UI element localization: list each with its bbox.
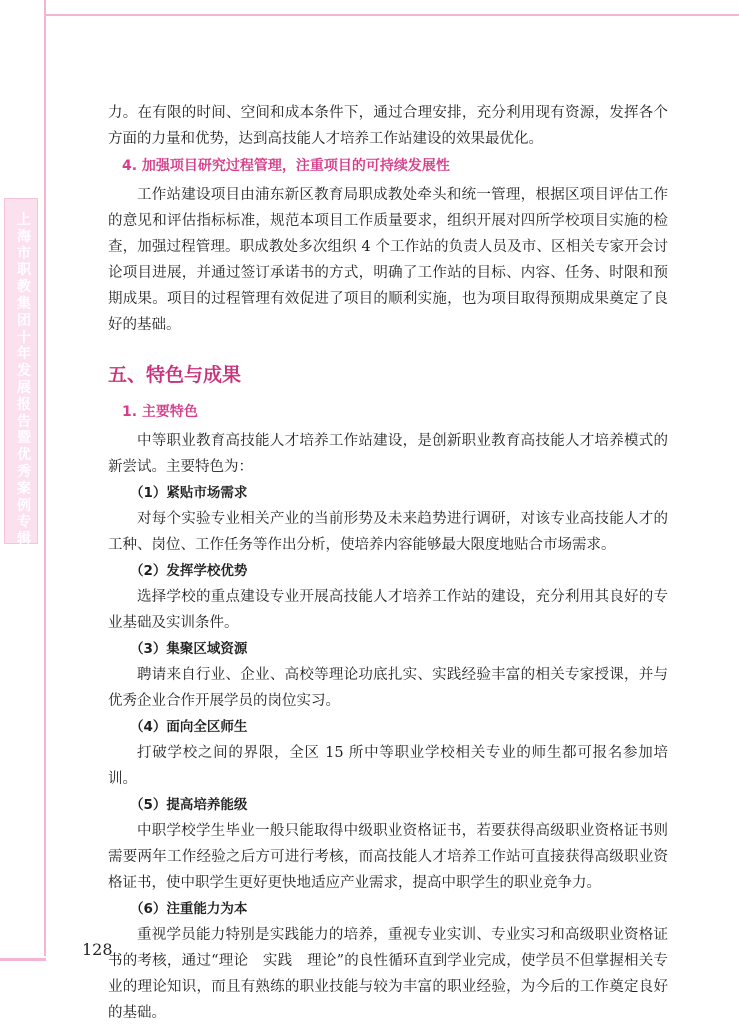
page-content <box>108 100 668 1026</box>
feature-text-1: 对每个实验专业相关产业的当前形势及未来趋势进行调研，对该专业高技能人才的工种、岗位、工作任务等作出分析，使培养内容能够最大限度地贴合市场需求。 <box>108 511 668 553</box>
feature-heading-2: （2）发挥学校优势 <box>130 563 248 579</box>
feature-text-4: 打破学校之间的界限，全区 15 所中等职业学校相关专业的师生都可报名参加培训。 <box>108 745 668 787</box>
feature-text-5: 中职学校学生毕业一般只能取得中级职业资格证书，若要获得高级职业资格证书则需要两年工作经验之后方可进行考核，而高技能人才培养工作站可直接获得高级职业资格证书，使中职学生更好更快地适应产业需求，提高中职学生的职业竞争力。 <box>108 823 668 891</box>
feature-text-3: 聘请来自行业、企业、高校等理论功底扎实、实践经验丰富的相关专家授课，并与优秀企业合作开展学员的岗位实习。 <box>108 667 668 709</box>
sidebar-series-title: 上海市职教集团十年发展报告暨优秀案例专辑 <box>17 212 31 548</box>
top-border-rule <box>44 0 46 14</box>
left-border-rule <box>44 16 46 956</box>
paragraph-4: 工作站建设项目由浦东新区教育局职成教处牵头和统一管理，根据区项目评估工作的意见和评估指标标准，规范本项目工作质量要求，组织开展对四所学校项目实施的检查，加强过程管理。职成教处多次组织 4 个工作站的负责人员及市、区相关专家开会讨论项目进展，并通过签订承诺书的方式，明确了工作站的目标、内容、任务、时限和预期成果。项目的过程管理有效促进了项目的顺利实施，也为项目取得预期成果奠定了良好的基础。 <box>108 187 668 333</box>
feature-heading-1: （1）紧贴市场需求 <box>130 485 248 501</box>
top-border-rule-horizontal <box>44 14 739 16</box>
paragraph-continued: 力。在有限的时间、空间和成本条件下，通过合理安排，充分利用现有资源，发挥各个方面的力量和优势，达到高技能人才培养工作站建设的效果最优化。 <box>108 105 668 147</box>
section-5-title: 五、特色与成果 <box>108 364 242 386</box>
feature-heading-6: （6）注重能力为本 <box>130 901 248 917</box>
bottom-border-rule <box>0 958 46 961</box>
feature-text-2: 选择学校的重点建设专业开展高技能人才培养工作站的建设，充分利用其良好的专业基础及实训条件。 <box>108 589 668 631</box>
paragraph-intro: 中等职业教育高技能人才培养工作站建设，是创新职业教育高技能人才培养模式的新尝试。主要特色为： <box>108 433 668 475</box>
feature-heading-5: （5）提高培养能级 <box>130 797 248 813</box>
feature-heading-4: （4）面向全区师生 <box>130 719 248 735</box>
feature-heading-3: （3）集聚区域资源 <box>130 641 248 657</box>
subheading-4: 4. 加强项目研究过程管理，注重项目的可持续发展性 <box>122 158 450 174</box>
subheading-1: 1. 主要特色 <box>122 404 198 420</box>
page-number: 128 <box>82 940 113 959</box>
feature-text-6: 重视学员能力特别是实践能力的培养，重视专业实训、专业实习和高级职业资格证书的考核，通过“理论 实践 理论”的良性循环直到学业完成，使学员不但掌握相关专业的理论知识，而且有熟练的职业技能与较为丰富的职业经验，为今后的工作奠定良好的基础。 <box>108 927 668 1021</box>
